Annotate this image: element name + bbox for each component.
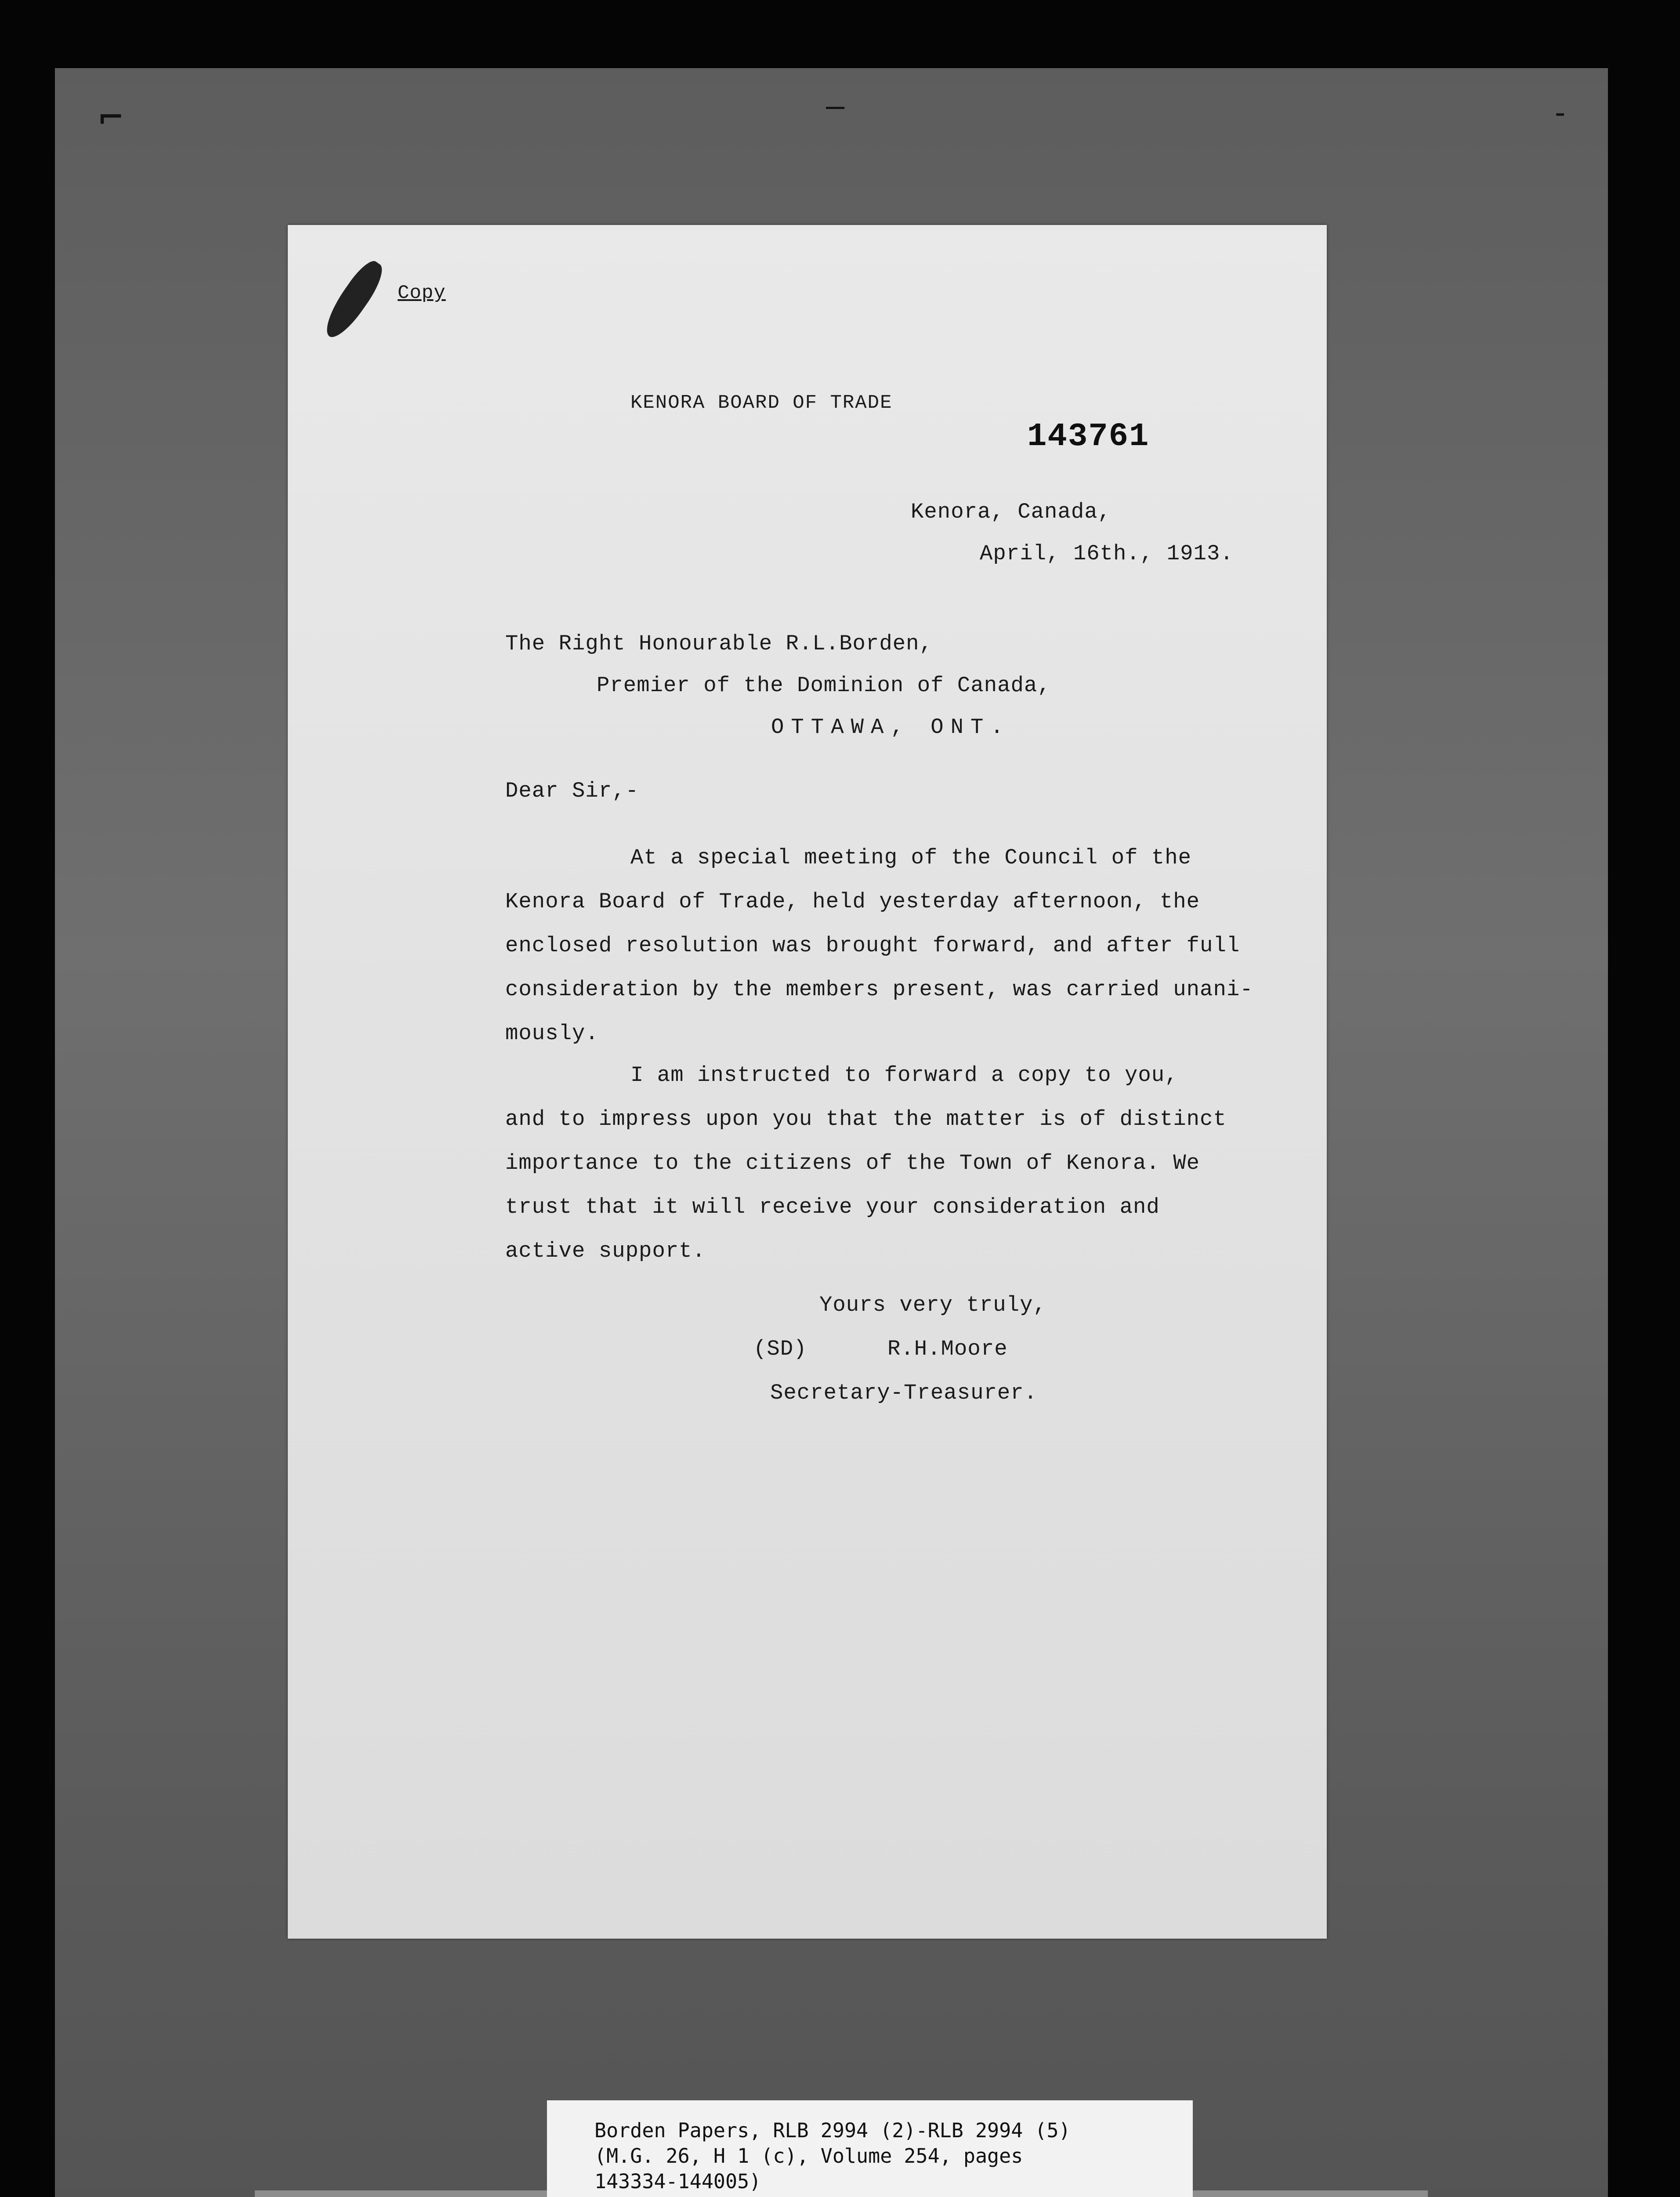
letter-place: Kenora, Canada, <box>911 500 1112 524</box>
paragraph-line: trust that it will receive your consideration and <box>505 1195 1160 1219</box>
signature-name: R.H.Moore <box>887 1337 1008 1361</box>
paragraph-line: At a special meeting of the Council of the <box>630 845 1192 870</box>
closing: Yours very truly, <box>819 1293 1046 1317</box>
corner-mark-top: — <box>826 88 845 124</box>
signature-role: Secretary-Treasurer. <box>770 1381 1038 1405</box>
document-number: 143761 <box>1027 418 1150 455</box>
corner-mark-right: - <box>1551 94 1570 131</box>
copy-smudge <box>318 256 390 343</box>
reference-line: Borden Papers, RLB 2994 (2)-RLB 2994 (5) <box>594 2119 1071 2142</box>
signature-tag: (SD) <box>753 1337 807 1361</box>
paragraph-line: Kenora Board of Trade, held yesterday afternoon, the <box>505 889 1200 914</box>
paragraph-2 <box>505 1053 1227 1273</box>
reference-label <box>547 2100 1193 2197</box>
corner-mark-left: ⌐ <box>99 94 123 141</box>
reference-line: 143334-144005) <box>594 2170 761 2193</box>
paragraph-line: mously. <box>505 1021 599 1046</box>
paragraph-1 <box>505 836 1253 1055</box>
salutation: Dear Sir,- <box>505 779 639 803</box>
addressee-title: Premier of the Dominion of Canada, <box>597 673 1051 698</box>
reference-line: (M.G. 26, H 1 (c), Volume 254, pages <box>594 2144 1023 2168</box>
paragraph-line: importance to the citizens of the Town of Kenora. We <box>505 1151 1200 1175</box>
paragraph-line: enclosed resolution was brought forward, and after full <box>505 933 1240 958</box>
paragraph-line: and to impress upon you that the matter is of distinct <box>505 1107 1227 1131</box>
addressee-city: OTTAWA, ONT. <box>771 715 1010 740</box>
letter-page <box>288 225 1327 1939</box>
letter-date: April, 16th., 1913. <box>980 541 1234 566</box>
addressee-name: The Right Honourable R.L.Borden, <box>505 631 933 656</box>
letterhead-title: KENORA BOARD OF TRADE <box>630 392 893 414</box>
copy-label: Copy <box>398 282 446 304</box>
paragraph-line: active support. <box>505 1239 706 1263</box>
paragraph-line: I am instructed to forward a copy to you, <box>630 1063 1178 1088</box>
paragraph-line: consideration by the members present, was carried unani- <box>505 977 1253 1002</box>
